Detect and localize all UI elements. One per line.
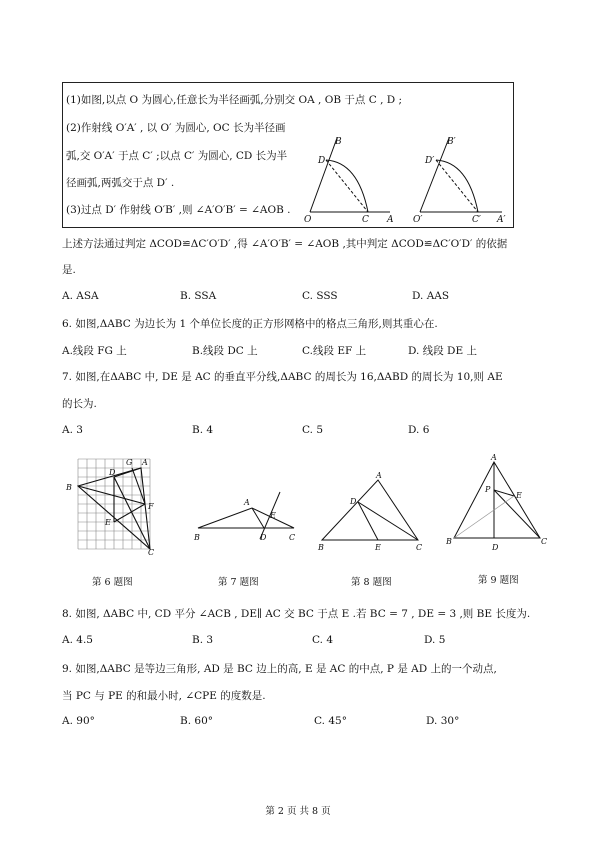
q6-option-c: C.线段 EF 上 xyxy=(302,345,367,357)
label-c-prime: C′ xyxy=(472,215,481,225)
label-b-prime: B′ xyxy=(447,137,456,147)
fig6-label-e: E xyxy=(105,518,111,527)
page-footer: 第 2 页 共 8 页 xyxy=(265,806,331,817)
box-line-1: (1)如图,以点 O 为圆心,任意长为半径画弧,分别交 OA , OB 于点 C , D ; xyxy=(66,94,403,106)
q5-stem-line2: 是. xyxy=(62,264,76,276)
q9-option-d: D. 30° xyxy=(426,715,460,727)
q9-option-a: A. 90° xyxy=(62,715,95,727)
fig8-label-b: B xyxy=(318,543,324,552)
label-a: A xyxy=(387,215,394,225)
fig9-label-b: B xyxy=(446,537,452,546)
fig8-caption: 第 8 题图 xyxy=(351,577,392,588)
q6-option-a: A.线段 FG 上 xyxy=(62,345,127,357)
q8-option-b: B. 3 xyxy=(192,634,214,646)
figure-8 xyxy=(314,470,430,552)
q9-option-b: B. 60° xyxy=(180,715,214,727)
fig9-triangle-abc xyxy=(454,462,540,538)
q6-option-b: B.线段 DC 上 xyxy=(192,345,258,357)
fig8-label-a: A xyxy=(376,471,382,480)
fig7-label-e: E xyxy=(270,511,276,520)
label-c: C xyxy=(362,215,369,225)
q8-option-a: A. 4.5 xyxy=(62,634,93,646)
fig8-label-e: E xyxy=(375,543,381,552)
label-a-prime: A′ xyxy=(497,215,506,225)
q9-option-c: C. 45° xyxy=(314,715,347,727)
ray-ob-prime xyxy=(420,138,449,212)
fig6-label-f: F xyxy=(148,502,154,511)
q5-option-a: A. ASA xyxy=(62,290,99,302)
label-b: B xyxy=(335,137,342,147)
figure-7 xyxy=(190,490,302,546)
fig9-caption: 第 9 题图 xyxy=(478,575,519,586)
q7-option-a: A. 3 xyxy=(62,424,83,436)
q5-option-d: D. AAS xyxy=(412,290,450,302)
fig9-label-d: D xyxy=(492,543,499,552)
fig8-label-d: D xyxy=(350,497,357,506)
fig6-label-d: D xyxy=(109,468,116,477)
fig7-triangle-abc xyxy=(198,508,294,528)
box-line-4: 径画弧,两弧交于点 D′ . xyxy=(66,177,175,189)
label-o-prime: O′ xyxy=(413,215,423,225)
box-line-2: (2)作射线 O′A′ , 以 O′ 为圆心, OC 长为半径画 xyxy=(66,122,286,134)
q8-option-d: D. 5 xyxy=(424,634,446,646)
q7-stem-line1: 7. 如图,在ΔABC 中, DE 是 AC 的垂直平分线,ΔABC 的周长为 16,ΔABD 的周长为 10,则 AE xyxy=(62,371,503,383)
label-d: D xyxy=(318,156,326,166)
fig7-caption: 第 7 题图 xyxy=(218,577,259,588)
fig9-label-a: A xyxy=(491,453,497,462)
fig8-label-c: C xyxy=(416,543,423,552)
q5-option-c: C. SSS xyxy=(302,290,338,302)
construction-figures xyxy=(298,130,510,226)
fig7-label-d: D xyxy=(260,533,267,542)
q5-option-b: B. SSA xyxy=(180,290,217,302)
box-line-3: 弧,交 O′A′ 于点 C′ ;以点 C′ 为圆心, CD 长为半 xyxy=(66,150,288,162)
fig7-label-c: C xyxy=(289,533,296,542)
fig6-label-c: C xyxy=(148,548,155,555)
ray-ob xyxy=(310,138,337,212)
q7-option-b: B. 4 xyxy=(192,424,214,436)
q9-stem-line2: 当 PC 与 PE 的和最小时, ∠CPE 的度数是. xyxy=(62,690,266,702)
label-d-prime: D′ xyxy=(425,156,435,166)
q7-option-c: C. 5 xyxy=(302,424,324,436)
q6-stem: 6. 如图,ΔABC 为边长为 1 个单位长度的正方形网格中的格点三角形,则其重心在. xyxy=(62,318,438,330)
q8-option-c: C. 4 xyxy=(312,634,334,646)
fig6-caption: 第 6 题图 xyxy=(92,577,133,588)
fig9-label-p: P xyxy=(485,485,491,494)
fig8-segment-cd xyxy=(358,502,418,540)
q7-option-d: D. 6 xyxy=(408,424,430,436)
figure-6 xyxy=(62,455,162,555)
fig7-label-b: B xyxy=(194,533,200,542)
figure-9 xyxy=(446,452,550,556)
box-line-5: (3)过点 D′ 作射线 O′B′ ,则 ∠A′O′B′ = ∠AOB . xyxy=(66,204,291,216)
fig6-label-a: A xyxy=(142,458,148,467)
q5-stem-line1: 上述方法通过判定 ΔCOD≌ΔC′O′D′ ,得 ∠A′O′B′ = ∠AOB ,其中判定 ΔCOD≌ΔC′O′D′ 的依据 xyxy=(62,238,508,250)
label-o: O xyxy=(304,215,312,225)
fig6-label-b: B xyxy=(66,483,72,492)
fig6-segment-dg xyxy=(114,468,141,477)
fig9-segment-be xyxy=(454,496,514,538)
q9-stem-line1: 9. 如图,ΔABC 是等边三角形, AD 是 BC 边上的高, E 是 AC 的中点, P 是 AD 上的一个动点, xyxy=(62,663,497,675)
fig8-segment-de xyxy=(358,502,378,540)
fig9-label-e: E xyxy=(516,491,522,500)
fig9-label-c: C xyxy=(541,537,548,546)
q7-stem-line2: 的长为. xyxy=(62,398,97,410)
q8-stem: 8. 如图, ΔABC 中, CD 平分 ∠ACB , DE∥ AC 交 BC 于点 E .若 BC = 7 , DE = 3 ,则 BE 长度为. xyxy=(62,608,531,620)
fig7-label-a: A xyxy=(244,498,250,507)
q6-option-d: D. 线段 DE 上 xyxy=(408,345,477,357)
fig6-label-g: G xyxy=(126,458,133,467)
